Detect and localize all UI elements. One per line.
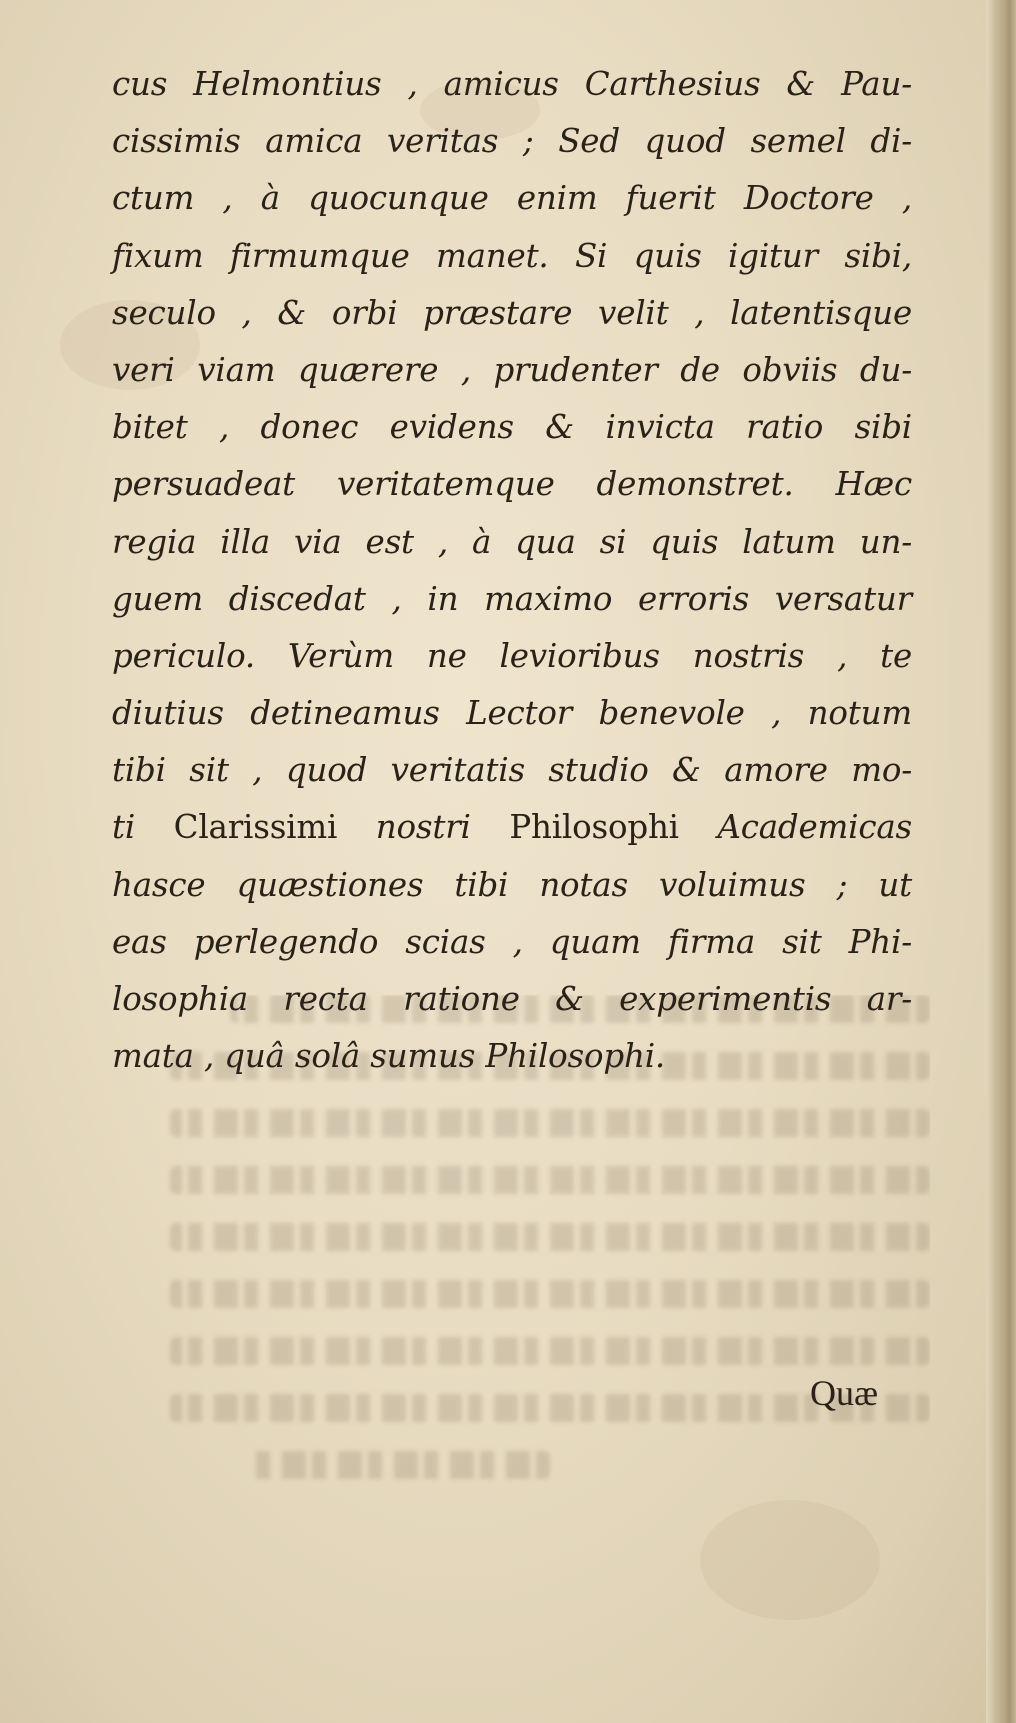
text-line-10: guem discedat , in maximo erroris versatur [112, 579, 912, 618]
text-line-7: bitet , donec evidens & invicta ratio sibi [112, 408, 912, 447]
text-line-11: periculo. Verùm ne levioribus nostris , te [112, 636, 912, 675]
text-line-18: mata , quâ solâ sumus Philosophi. [112, 1037, 666, 1076]
text-line-14-middle: nostri [337, 808, 510, 847]
text-line-16: eas perlegendo scias , quam firma sit Phi- [112, 922, 912, 961]
text-line-4: fixum firmumque manet. Si quis igitur sibi, [112, 236, 912, 275]
text-line-14-start: ti [112, 808, 174, 847]
text-line-14 [112, 799, 912, 856]
text-line-15: hasce quæstiones tibi notas voluimus ; ut [112, 865, 912, 904]
text-line-12: diutius detineamus Lector benevole , notum [112, 694, 912, 733]
text-line-8: persuadeat veritatemque demonstret. Hæc [112, 465, 912, 504]
text-line-14-end: Academicas [678, 808, 913, 847]
text-line-13: tibi sit , quod veritatis studio & amore mo- [112, 751, 912, 790]
text-line-3: ctum , à quocunque enim fuerit Doctore , [112, 179, 912, 218]
body-text [112, 56, 912, 1085]
text-line-2: cissimis amica veritas ; Sed quod semel di- [112, 122, 912, 161]
text-line-5: seculo , & orbi præstare velit , latentisque [112, 293, 912, 332]
text-line-6: veri viam quærere , prudenter de obviis du- [112, 350, 912, 389]
catchword: Quæ [810, 1373, 879, 1413]
text-line-17: losophia recta ratione & experimentis ar- [112, 980, 912, 1018]
paper-stain [700, 1500, 880, 1620]
page-edge [994, 0, 1016, 1723]
page-gutter [986, 0, 994, 1723]
text-line-9: regia illa via est , à qua si quis latum un- [112, 522, 912, 561]
roman-word-clarissimi: Clarissimi [173, 808, 338, 847]
text-line-1: cus Helmontius , amicus Carthesius & Pau- [112, 65, 912, 103]
roman-word-philosophi: Philosophi [509, 808, 679, 847]
